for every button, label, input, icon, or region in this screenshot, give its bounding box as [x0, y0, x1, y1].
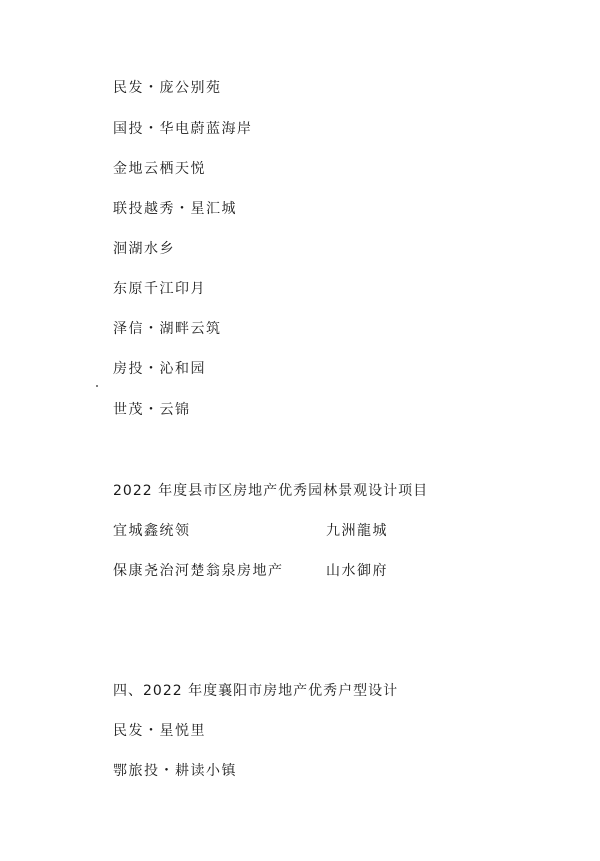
scan-speck [96, 385, 98, 387]
section-four-heading: 四、2022 年度襄阳市房地产优秀户型设计 [113, 683, 399, 699]
county-section-heading: 2022 年度县市区房地产优秀园林景观设计项目 [113, 483, 429, 499]
project-item: 东原千江印月 [113, 281, 206, 297]
project-item: 世茂・云锦 [113, 402, 191, 418]
project-item: 房投・沁和园 [113, 361, 206, 377]
county-item-left: 保康尧治河楚翁泉房地产 [113, 563, 284, 579]
county-item-right: 山水御府 [326, 563, 388, 579]
layout-item: 民发・星悦里 [113, 723, 206, 739]
project-item: 金地云栖天悦 [113, 161, 206, 177]
project-item: 联投越秀・星汇城 [113, 201, 237, 217]
county-item-right: 九洲龍城 [326, 523, 388, 539]
project-item: 洄湖水乡 [113, 241, 175, 257]
project-item: 国投・华电蔚蓝海岸 [113, 121, 253, 137]
project-item: 民发・庞公别苑 [113, 80, 222, 96]
county-item-left: 宜城鑫统领 [113, 523, 191, 539]
project-item: 泽信・湖畔云筑 [113, 321, 222, 337]
layout-item: 鄂旅投・耕读小镇 [113, 763, 237, 779]
